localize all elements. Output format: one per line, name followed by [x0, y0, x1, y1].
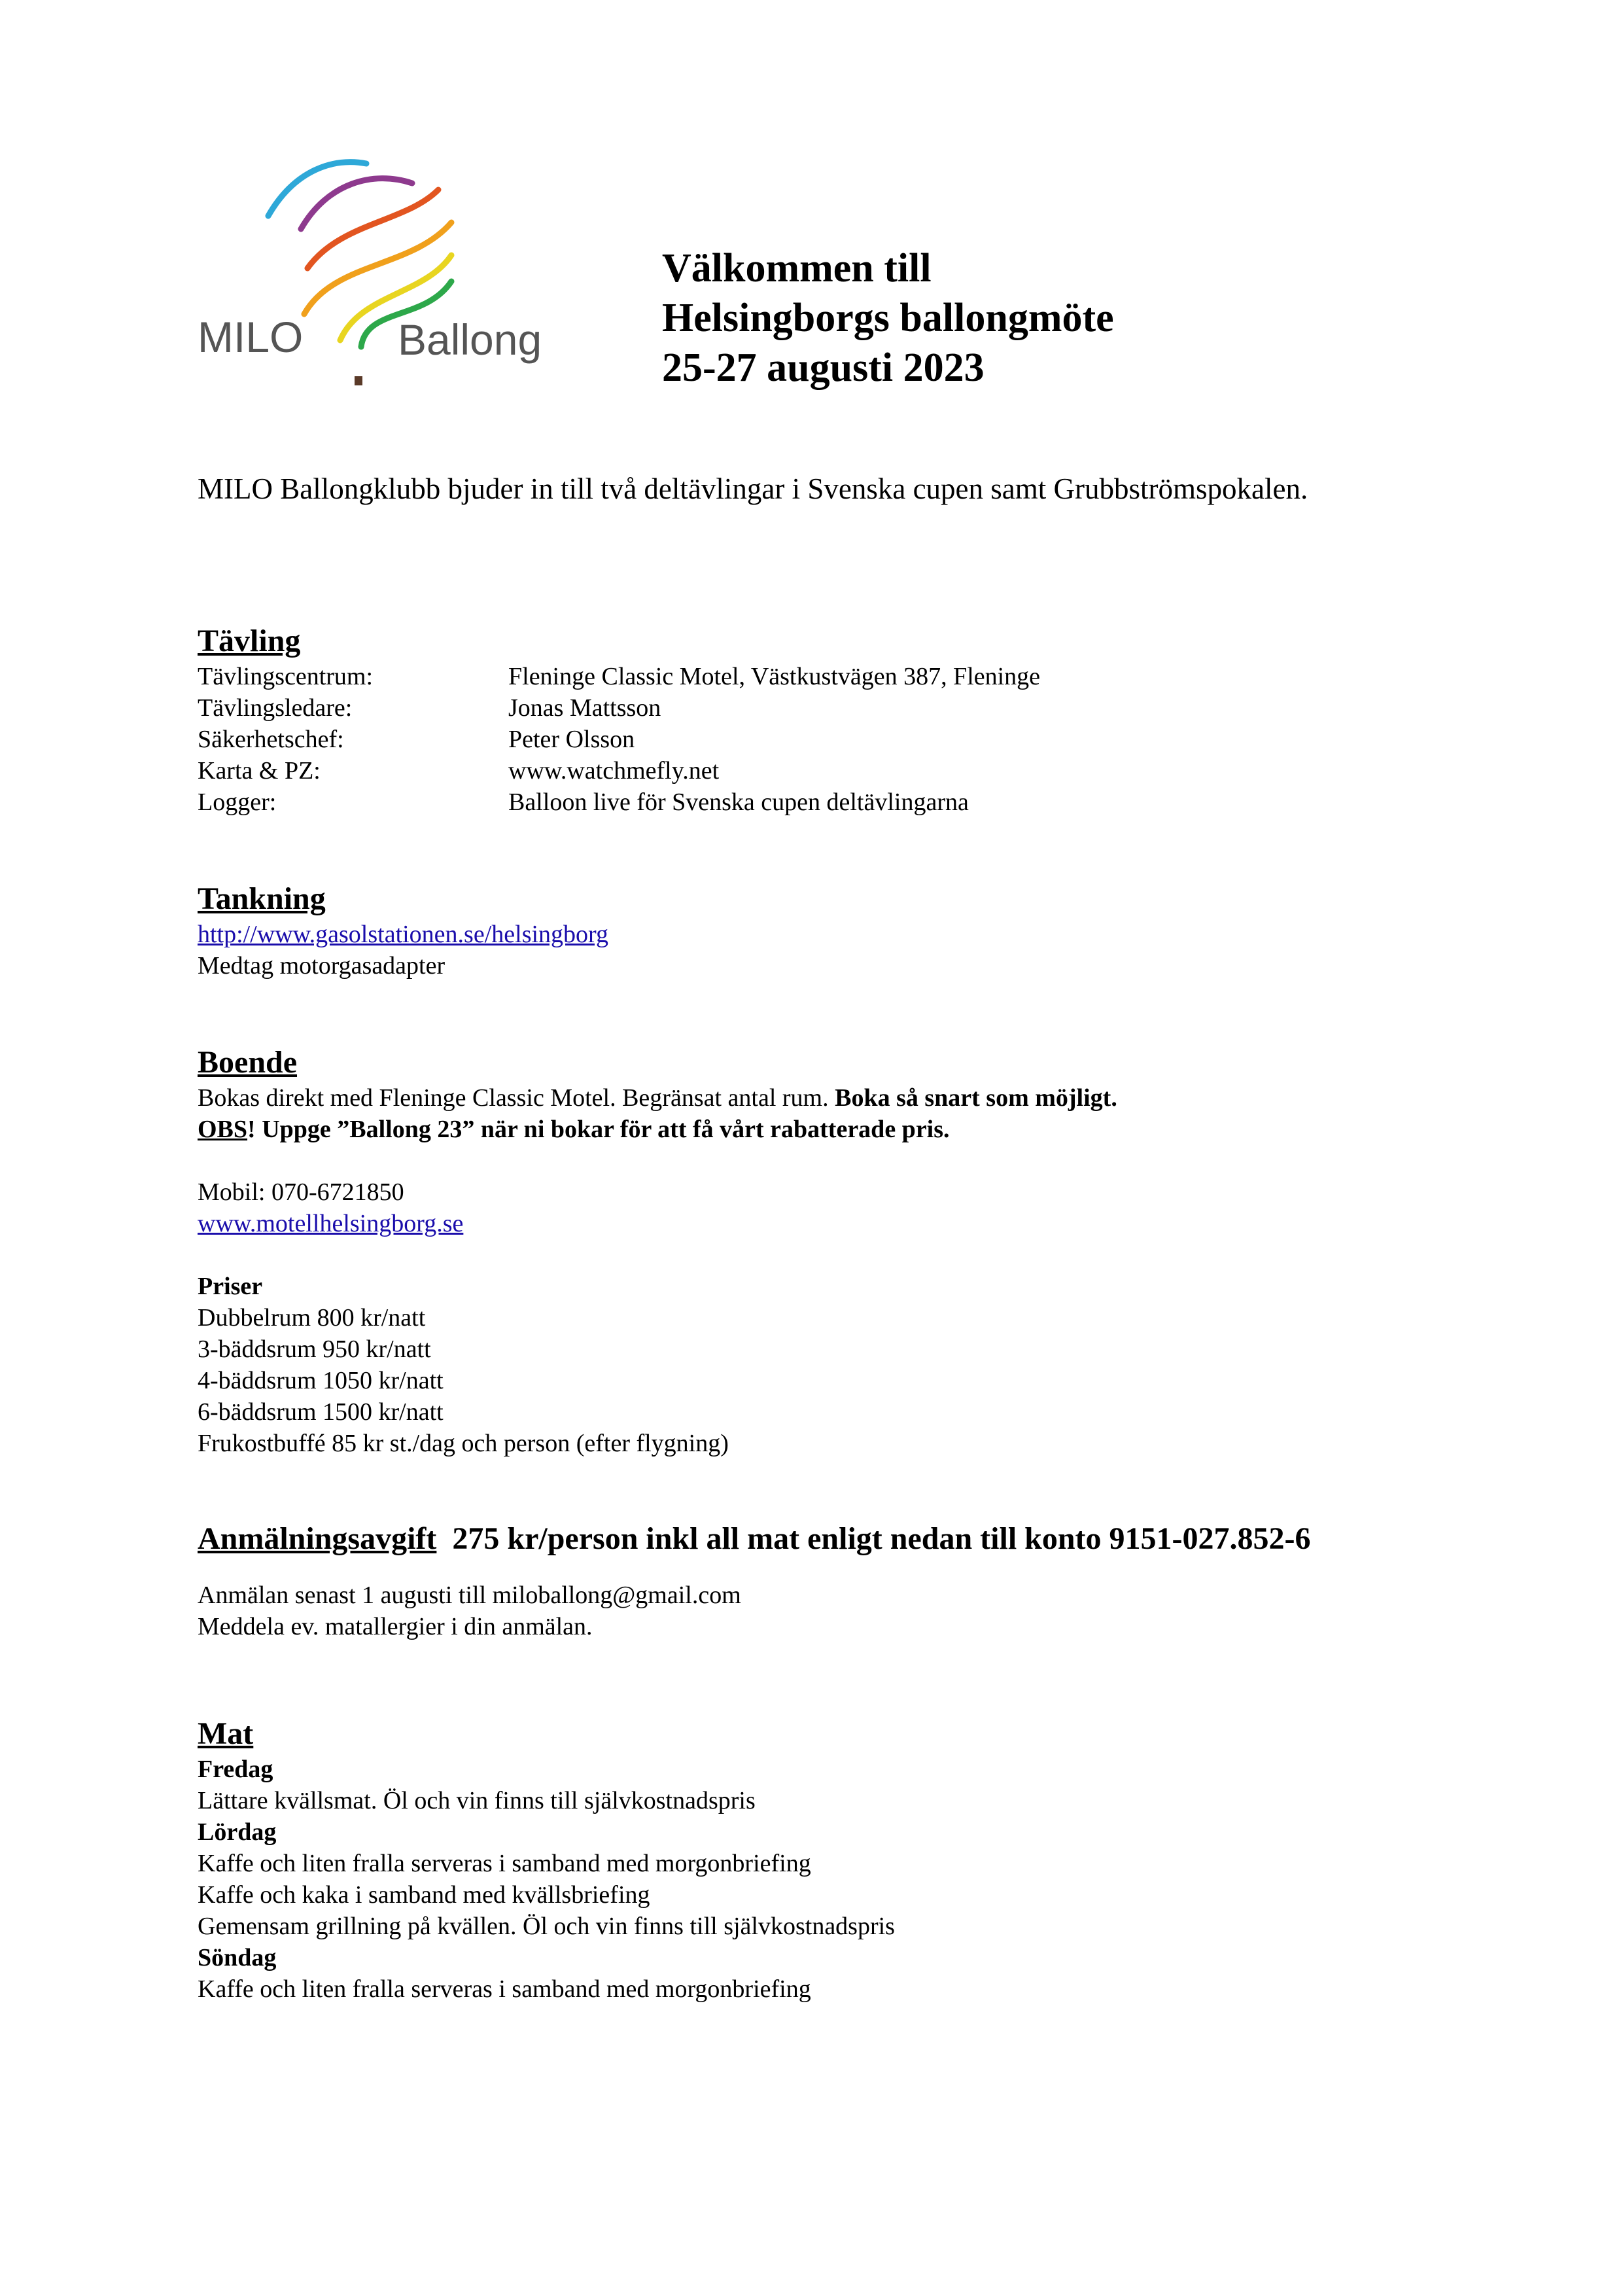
milo-ballong-logo	[190, 144, 569, 393]
price-item: 6-bäddsrum 1500 kr/natt	[198, 1398, 444, 1426]
mat-item: Lättare kvällsmat. Öl och vin finns till självkostnadspris	[198, 1787, 756, 1814]
mat-item: Kaffe och kaka i samband med kvällsbriefing	[198, 1881, 650, 1909]
logo-right-text: Ballong	[398, 315, 542, 364]
fee-text: 275 kr/person inkl all mat enligt nedan till konto 9151-027.852-6	[452, 1521, 1311, 1556]
section-boende	[198, 1044, 1473, 1459]
tavling-row	[198, 661, 1440, 692]
day-sondag: Söndag	[198, 1944, 277, 1971]
boende-line-1	[198, 1082, 1473, 1114]
title-line-1: Välkommen till	[662, 246, 932, 291]
boende-booking-emphasis: Boka så snart som möjligt.	[835, 1084, 1117, 1112]
row-value: Peter Olsson	[508, 726, 635, 753]
tavling-row	[198, 786, 1440, 818]
price-item: 3-bäddsrum 950 kr/natt	[198, 1335, 431, 1363]
prices-heading: Priser	[198, 1273, 263, 1300]
balloon-logo-icon	[190, 144, 569, 393]
row-value: www.watchmefly.net	[508, 757, 720, 785]
obs-label: OBS	[198, 1116, 248, 1143]
tavling-row	[198, 755, 1440, 786]
tankning-note: Medtag motorgasadapter	[198, 952, 445, 980]
row-key: Karta & PZ:	[198, 757, 321, 785]
tavling-row	[198, 724, 1440, 755]
row-value: Balloon live för Svenska cupen deltävlingarna	[508, 788, 969, 816]
mat-heading: Mat	[198, 1716, 254, 1751]
boende-discount-note: ! Uppge ”Ballong 23” när ni bokar för att få vårt rabatterade pris.	[247, 1116, 950, 1143]
tankning-heading: Tankning	[198, 881, 326, 916]
tavling-row	[198, 692, 1440, 724]
mat-item: Kaffe och liten fralla serveras i samband med morgonbriefing	[198, 1975, 811, 2003]
day-fredag: Fredag	[198, 1756, 273, 1783]
title-line-2: Helsingborgs ballongmöte	[662, 296, 1114, 340]
day-lordag: Lördag	[198, 1818, 277, 1846]
boende-line-2	[198, 1114, 1473, 1145]
boende-booking-text: Bokas direkt med Fleninge Classic Motel. Begränsat antal rum.	[198, 1084, 835, 1112]
gasolstation-link[interactable]: http://www.gasolstationen.se/helsingborg	[198, 921, 609, 948]
row-value: Fleninge Classic Motel, Västkustvägen 387, Fleninge	[508, 663, 1041, 690]
intro-paragraph: MILO Ballongklubb bjuder in till två deltävlingar i Svenska cupen samt Grubbströmspokalen.	[198, 472, 1308, 505]
section-tankning	[198, 881, 1440, 981]
mat-item: Kaffe och liten fralla serveras i samband med morgonbriefing	[198, 1850, 811, 1877]
page-title	[662, 243, 1114, 393]
row-key: Tävlingsledare:	[198, 694, 353, 722]
row-key: Logger:	[198, 788, 277, 816]
boende-heading: Boende	[198, 1045, 298, 1080]
row-key: Säkerhetschef:	[198, 726, 344, 753]
fee-heading: Anmälningsavgift	[198, 1521, 437, 1556]
boende-mobile: Mobil: 070-6721850	[198, 1178, 404, 1206]
fee-line	[198, 1521, 1506, 1557]
tavling-heading: Tävling	[198, 624, 301, 658]
price-item: 4-bäddsrum 1050 kr/natt	[198, 1367, 444, 1394]
fee-allergy-note: Meddela ev. matallergier i din anmälan.	[198, 1613, 593, 1640]
fee-deadline: Anmälan senast 1 augusti till miloballong@gmail.com	[198, 1581, 741, 1609]
section-tavling	[198, 623, 1440, 818]
logo-left-text: MILO	[198, 313, 304, 361]
motel-website-link[interactable]: www.motellhelsingborg.se	[198, 1210, 464, 1237]
title-line-3: 25-27 augusti 2023	[662, 345, 985, 390]
section-mat	[198, 1716, 1473, 2005]
row-key: Tävlingscentrum:	[198, 663, 374, 690]
price-item: Dubbelrum 800 kr/natt	[198, 1304, 426, 1332]
section-fee	[198, 1521, 1506, 1642]
price-item: Frukostbuffé 85 kr st./dag och person (efter flygning)	[198, 1430, 729, 1457]
row-value: Jonas Mattsson	[508, 694, 661, 722]
mat-item: Gemensam grillning på kvällen. Öl och vin finns till självkostnadspris	[198, 1913, 895, 1940]
